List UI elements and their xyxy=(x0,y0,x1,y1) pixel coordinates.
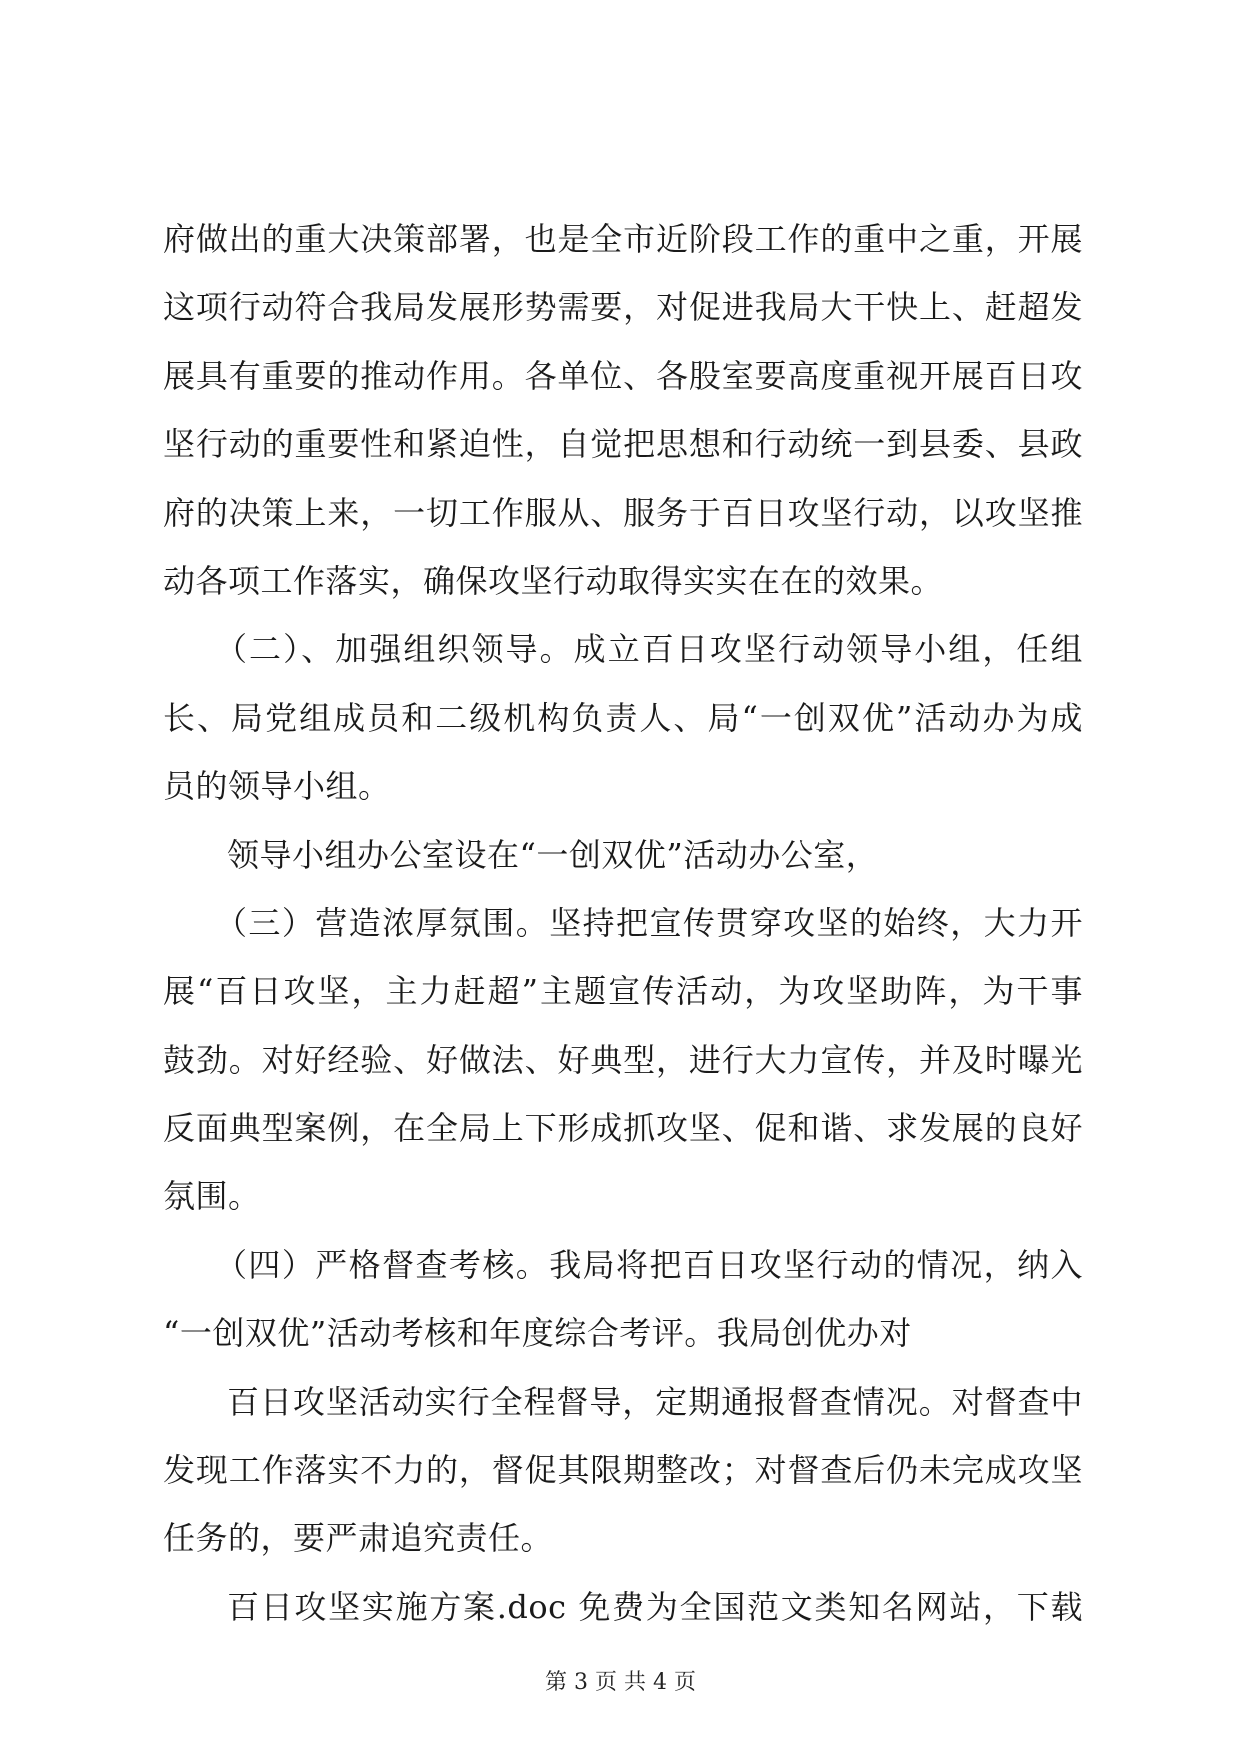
text-line: 百日攻坚活动实行全程督导，定期通报督查情况。对督查中 xyxy=(227,1382,1083,1421)
text-line: 长、局党组成员和二级机构负责人、局“一创双优”活动办为成 xyxy=(163,698,1083,737)
text-line: （四）严格督查考核。我局将把百日攻坚行动的情况，纳入 xyxy=(215,1245,1083,1284)
text-line: “一创双优”活动考核和年度综合考评。我局创优办对 xyxy=(163,1314,912,1353)
text-line: 任务的，要严肃追究责任。 xyxy=(163,1519,554,1558)
text-line: 展“百日攻坚，主力赶超”主题宣传活动，为攻坚助阵，为干事 xyxy=(163,972,1083,1011)
text-line: 府的决策上来，一切工作服从、服务于百日攻坚行动，以攻坚推 xyxy=(163,493,1083,532)
text-line: 氛围。 xyxy=(163,1177,261,1216)
text-line: 百日攻坚实施方案.doc 免费为全国范文类知名网站，下载 xyxy=(227,1587,1083,1626)
text-line: 坚行动的重要性和紧迫性，自觉把思想和行动统一到县委、县政 xyxy=(163,425,1083,464)
document-body xyxy=(163,205,1083,1641)
text-line: 反面典型案例，在全局上下形成抓攻坚、促和谐、求发展的良好 xyxy=(163,1109,1083,1148)
text-line: 展具有重要的推动作用。各单位、各股室要高度重视开展百日攻 xyxy=(163,356,1083,395)
text-line: 发现工作落实不力的，督促其限期整改；对督查后仍未完成攻坚 xyxy=(163,1451,1083,1490)
text-line: 这项行动符合我局发展形势需要，对促进我局大干快上、赶超发 xyxy=(163,288,1083,327)
text-line: 领导小组办公室设在“一创双优”活动办公室， xyxy=(227,835,879,874)
text-line: 员的领导小组。 xyxy=(163,767,391,806)
text-line: 动各项工作落实，确保攻坚行动取得实实在在的效果。 xyxy=(163,561,944,600)
text-line: （二）、加强组织领导。成立百日攻坚行动领导小组，任组 xyxy=(215,630,1083,669)
page-footer: 第 3 页 共 4 页 xyxy=(545,1670,696,1695)
text-line: 鼓劲。对好经验、好做法、好典型，进行大力宣传，并及时曝光 xyxy=(163,1040,1083,1079)
text-line: 府做出的重大决策部署，也是全市近阶段工作的重中之重，开展 xyxy=(163,220,1083,258)
text-line: （三）营造浓厚氛围。坚持把宣传贯穿攻坚的始终，大力开 xyxy=(215,903,1083,942)
